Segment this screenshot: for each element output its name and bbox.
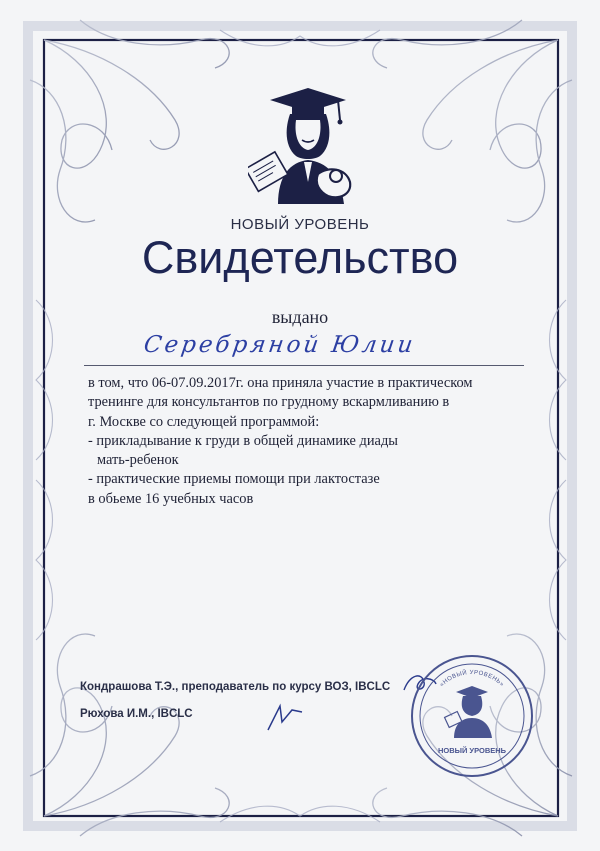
body-line: г. Москве со следующей программой:: [88, 413, 320, 430]
corner-ornament-bottom-left: [30, 634, 229, 836]
body-line: мать-ребенок: [97, 452, 179, 469]
body-line: тренинге для консультантов по грудному вскармливанию в: [88, 394, 450, 411]
body-line: в обьеме 16 учебных часов: [88, 490, 254, 507]
body-line: - прикладывание к груди в общей динамике диады: [88, 432, 398, 449]
stamp-top-text: «НОВЫЙ УРОВЕНЬ»: [439, 669, 505, 689]
body-line: в том, что 06-07.09.2017г. она приняла участие в практическом: [88, 375, 473, 391]
recipient-underline: [84, 365, 524, 366]
issued-label: выдано: [271, 307, 329, 327]
instructor-signature-line-2: Рюхова И.М., IBCLC: [80, 708, 193, 720]
organization-stamp: [408, 652, 536, 780]
instructor-signature-line-1: Кондрашова Т.Э., преподаватель по курсу ВОЗ, IBCLC: [80, 681, 391, 693]
page-title: Свидетельство: [141, 232, 459, 283]
certificate-body: [88, 374, 528, 509]
svg-text:«НОВЫЙ УРОВЕНЬ»: [439, 668, 505, 688]
corner-ornament-top-right: [373, 20, 572, 222]
recipient-name: Серебряной Юлии: [142, 332, 418, 358]
corner-ornament-top-left: [30, 20, 229, 222]
body-line: - практические приемы помощи при лактостазе: [88, 471, 380, 488]
graduate-mother-logo-icon: [248, 86, 358, 204]
stamp-bottom-text: НОВЫЙ УРОВЕНЬ: [437, 746, 507, 755]
signature-mark-2: [262, 700, 308, 734]
organization-name: НОВЫЙ УРОВЕНЬ: [230, 216, 370, 233]
